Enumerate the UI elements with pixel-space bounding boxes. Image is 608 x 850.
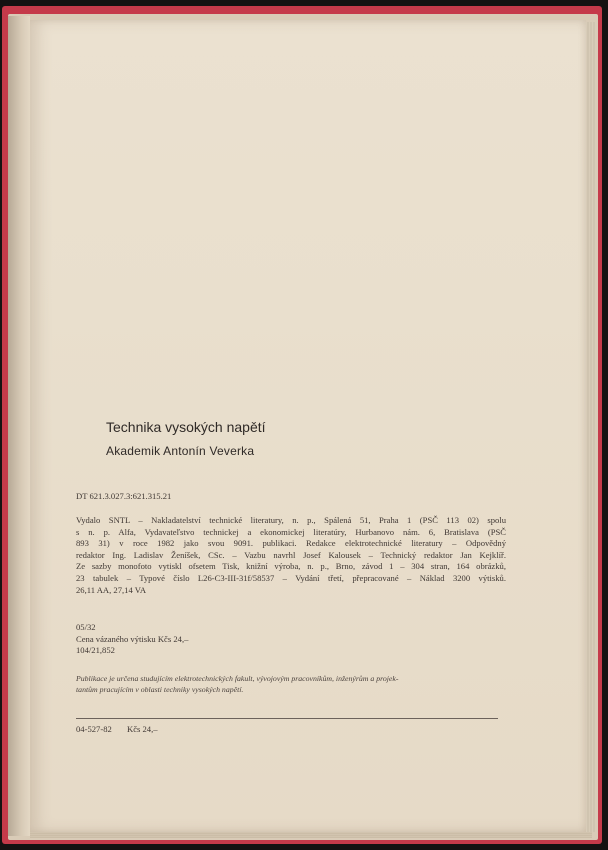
imprint-line: 23 tabulek – Typové číslo L26-C3-III-31f/58537 – Vydání třetí, přepracované – Náklad 3200 výtisků. <box>76 572 506 583</box>
price-info-block <box>76 622 188 657</box>
audience-note-line: tantům pracujícím v oblasti techniky vysokých napětí. <box>76 685 244 694</box>
imprint-line: redaktor Ing. Ladislav Ženíšek, CSc. – Vazbu navrhl Josef Kalousek – Technický redaktor Jan Kejklíř. <box>76 549 506 560</box>
page-stack-bottom-edge <box>30 832 592 838</box>
imprint-line: 26,11 AA, 27,14 VA <box>76 584 147 595</box>
audience-note <box>76 673 506 695</box>
order-code: 04-527-82 <box>76 724 112 734</box>
book-title: Technika vysokých napětí <box>106 419 266 435</box>
dt-classification: DT 621.3.027.3:621.315.21 <box>76 491 172 501</box>
imprint-line: Vydalo SNTL – Nakladatelství technické literatury, n. p., Spálená 51, Praha 1 (PSČ 113 02) spolu <box>76 515 506 525</box>
book-author: Akademik Antonín Veverka <box>106 444 255 458</box>
divider-rule <box>76 718 498 719</box>
price-info-line: 05/32 <box>76 622 96 632</box>
price-info-line: Cena vázaného výtisku Kčs 24,– <box>76 633 189 644</box>
imprint-line: 893 31) v roce 1982 jako svou 9091. publikaci. Redakce elektrotechnické literatury – Odpovědný <box>76 538 506 549</box>
page-stack-right-edge <box>586 22 596 832</box>
bottom-price: Kčs 24,– <box>127 724 158 734</box>
price-info-line: 104/21,852 <box>76 645 115 656</box>
book-gutter <box>8 16 30 836</box>
audience-note-line: Publikace je určena studujícím elektrotechnických fakult, vývojovým pracovníkům, inženýrům a projek- <box>76 674 399 683</box>
imprint-block <box>76 515 506 596</box>
imprint-line: Ze sazby monofoto vytiskl ofsetem Tisk, knižní výroba, n. p., Brno, závod 1 – 304 stran, 164 obrázků, <box>76 561 506 572</box>
imprint-line: s n. p. Alfa, Vydavateľstvo technickej a ekonomickej literatúry, Hurbanovo nám. 6, Bratislava (PSČ <box>76 526 506 537</box>
